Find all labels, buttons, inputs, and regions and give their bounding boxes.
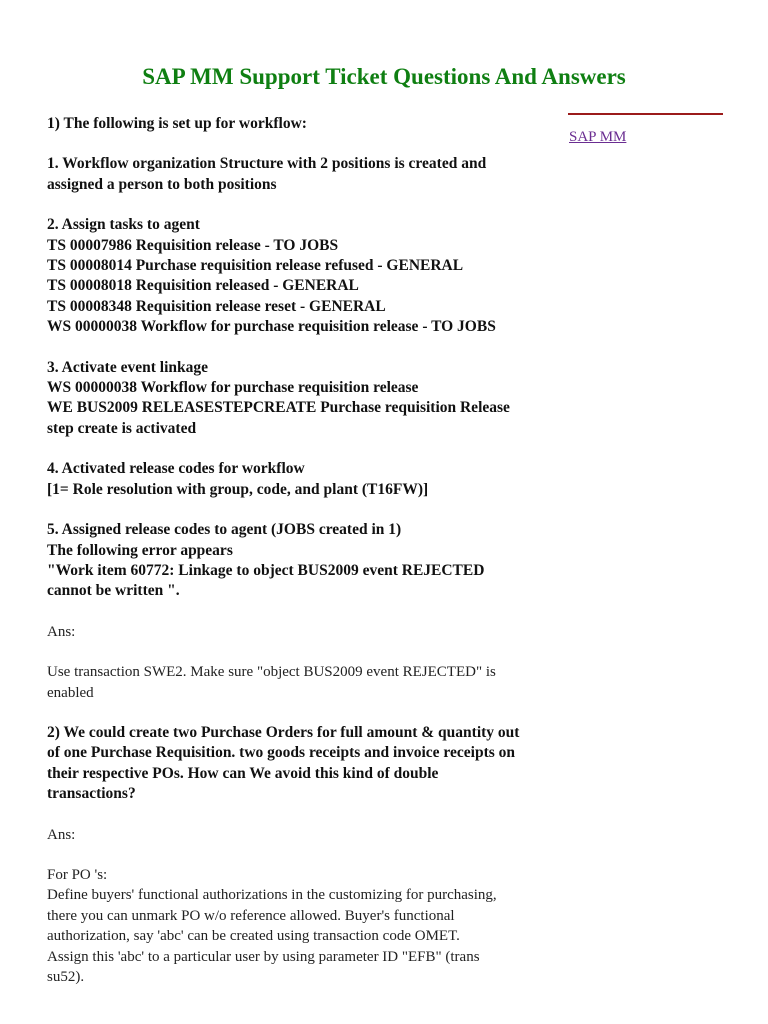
text-line: 2. Assign tasks to agent [47,216,200,234]
text-line: Assign this 'abc' to a particular user by using parameter ID "EFB" (trans [47,948,480,965]
answer-1-label [47,622,567,642]
step-5-error [47,520,567,602]
text-line: step create is activated [47,419,197,437]
text-line: WS 00000038 Workflow for purchase requisition release - TO JOBS [47,318,496,336]
question-2-text [47,723,567,805]
text-line: of one Purchase Requisition. two goods receipts and invoice receipts on [47,744,516,762]
answer-2-label [47,825,567,845]
text-line: TS 00008348 Requisition release reset - GENERAL [47,297,386,315]
text-line: TS 00008018 Requisition released - GENERAL [47,277,359,295]
text-line: "Work item 60772: Linkage to object BUS2009 event REJECTED [47,561,485,579]
text-line: Define buyers' functional authorizations in the customizing for purchasing, [47,887,497,904]
text-line: Ans: [47,623,76,640]
step-1-org-structure [47,154,567,195]
article-body [47,114,567,1007]
text-line: 4. Activated release codes for workflow [47,460,305,478]
step-2-assign-tasks [47,215,567,337]
text-line: there you can unmark PO w/o reference allowed. Buyer's functional [47,907,455,924]
page-title: SAP MM Support Ticket Questions And Answers [142,64,626,89]
text-line: TS 00008014 Purchase requisition release refused - GENERAL [47,257,464,275]
text-line: TS 00007986 Requisition release - TO JOBS [47,236,339,254]
text-line: WS 00000038 Workflow for purchase requisition release [47,379,419,397]
text-line: 3. Activate event linkage [47,358,209,376]
text-line: For PO 's: [47,866,108,883]
text-line: 1. Workflow organization Structure with 2 positions is created and [47,155,487,173]
text-line: authorization, say 'abc' can be created using transaction code OMET. [47,928,460,945]
text-line: transactions? [47,785,136,803]
text-line: 5. Assigned release codes to agent (JOBS created in 1) [47,521,402,539]
text-line: [1= Role resolution with group, code, and plant (T16FW)] [47,480,429,498]
sidebar-link-sap-mm[interactable]: SAP MM [569,129,627,145]
step-3-event-linkage [47,358,567,440]
text-line: their respective POs. How can We avoid this kind of double [47,764,439,782]
text-line: cannot be written ". [47,582,180,600]
text-line: 1) The following is set up for workflow: [47,115,307,132]
text-line: assigned a person to both positions [47,175,277,193]
text-line: Use transaction SWE2. Make sure "object BUS2009 event REJECTED" is [47,664,496,681]
step-4-release-codes [47,459,567,500]
sidebar-divider [568,113,723,115]
answer-1-text [47,662,567,703]
text-line: su52). [47,969,85,985]
text-line: WE BUS2009 RELEASESTEPCREATE Purchase requisition Release [47,399,510,417]
answer-2-text [47,865,567,987]
question-1-heading [47,114,567,134]
text-line: The following error appears [47,541,233,559]
text-line: enabled [47,684,94,701]
text-line: 2) We could create two Purchase Orders for full amount & quantity out [47,723,520,741]
text-line: Ans: [47,826,76,843]
